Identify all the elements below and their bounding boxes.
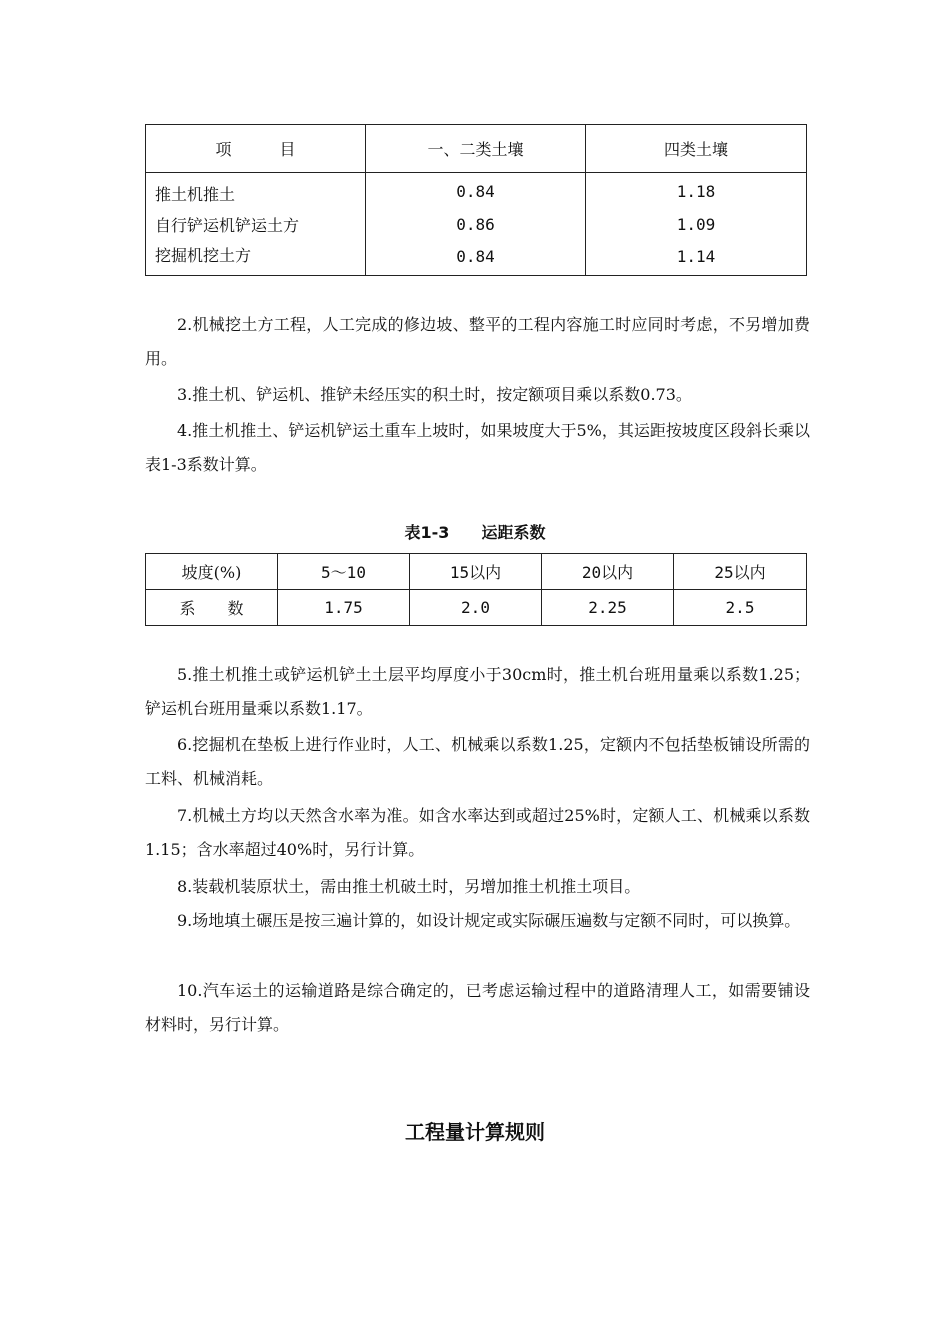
header-soil-class-4: 四类土壤 [586, 125, 807, 173]
coefficient-table-soil [145, 124, 807, 276]
coefficient-cell: 2.25 [542, 590, 674, 626]
slope-cell: 5～10 [278, 554, 410, 590]
paragraph-10: 10.汽车运土的运输道路是综合确定的，已考虑运输过程中的道路清理人工，如需要铺设材料时，另行计算。 [145, 981, 810, 1034]
slope-cell: 20以内 [542, 554, 674, 590]
row-label-coefficient: 系 数 [146, 590, 278, 626]
paragraph-5: 5.推土机推土或铲运机铲土土层平均厚度小于30cm时，推土机台班用量乘以系数1.25；铲运机台班用量乘以系数1.17。 [145, 665, 810, 718]
value-cell: 1.09 [676, 214, 716, 234]
section-heading: 工程量计算规则 [405, 1120, 545, 1144]
table-caption: 表1-3 运距系数 [404, 523, 546, 542]
coefficient-cell: 1.75 [278, 590, 410, 626]
table-header-row [146, 125, 807, 173]
header-item: 项 目 [146, 125, 366, 173]
paragraph-3: 3.推土机、铲运机、推铲未经压实的积土时，按定额项目乘以系数0.73。 [177, 385, 692, 404]
table-body-row [146, 173, 807, 276]
value-cell: 1.14 [676, 247, 716, 266]
coefficient-cell: 2.0 [410, 590, 542, 626]
paragraph-9: 9.场地填土碾压是按三遍计算的，如设计规定或实际碾压遍数与定额不同时，可以换算。 [177, 911, 801, 930]
haul-distance-coefficient-table [145, 553, 807, 626]
header-soil-class-1-2: 一、二类土壤 [366, 125, 586, 173]
value-cell: 0.86 [456, 214, 495, 234]
table-row-slope [146, 554, 807, 590]
slope-cell: 25以内 [674, 554, 807, 590]
slope-cell: 15以内 [410, 554, 542, 590]
paragraph-6: 6.挖掘机在垫板上进行作业时，人工、机械乘以系数1.25，定额内不包括垫板铺设所需的工料、机械消耗。 [145, 735, 810, 788]
coefficient-cell: 2.5 [674, 590, 807, 626]
paragraph-8: 8.装载机装原状土，需由推土机破土时，另增加推土机推土项目。 [177, 877, 641, 896]
paragraph-7: 7.机械土方均以天然含水率为准。如含水率达到或超过25%时，定额人工、机械乘以系数1.15；含水率超过40%时，另行计算。 [145, 806, 810, 859]
row-item-excavator: 挖掘机挖土方 [155, 246, 252, 265]
paragraph-4: 4.推土机推土、铲运机铲运土重车上坡时，如果坡度大于5%，其运距按坡度区段斜长乘以表1-3系数计算。 [145, 421, 810, 474]
row-item-bulldozer: 推土机推土 [155, 185, 236, 204]
row-label-slope: 坡度(%) [146, 554, 278, 590]
value-cell: 0.84 [456, 182, 495, 201]
value-cell: 0.84 [456, 247, 495, 266]
paragraph-2: 2.机械挖土方工程，人工完成的修边坡、整平的工程内容施工时应同时考虑，不另增加费用。 [145, 315, 810, 368]
row-item-scraper: 自行铲运机铲运土方 [155, 215, 300, 235]
value-cell: 1.18 [676, 182, 716, 201]
table-row-coefficient [146, 590, 807, 626]
